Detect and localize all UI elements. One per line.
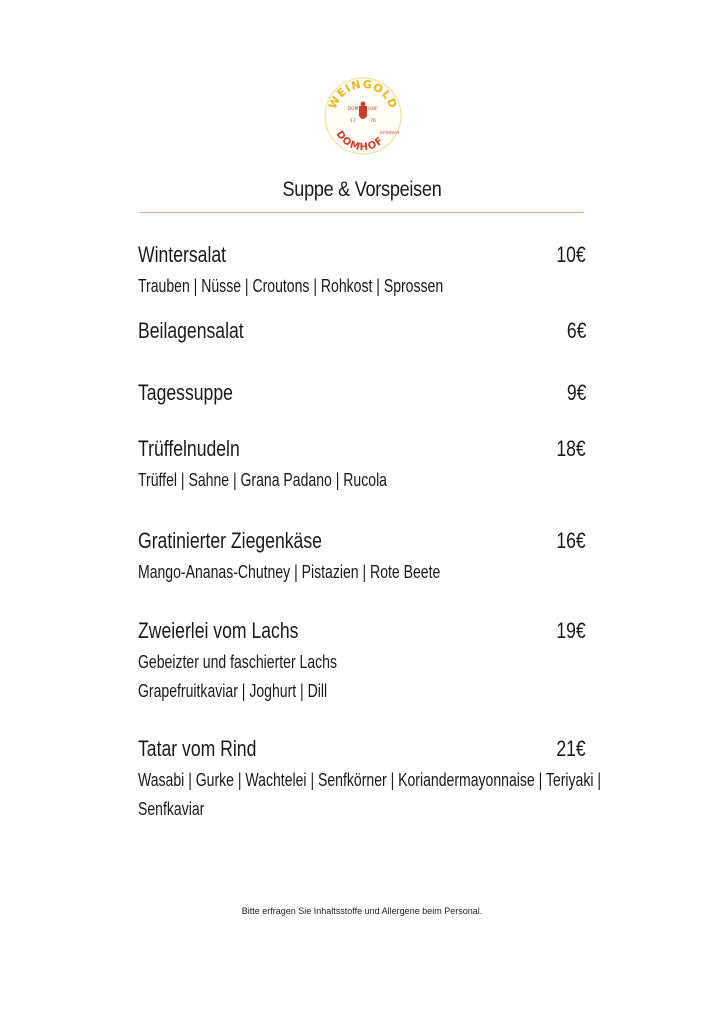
menu-item-description: Trüffel | Sahne | Grana Padano | Rucola bbox=[138, 470, 387, 490]
title-divider bbox=[140, 212, 584, 213]
menu-item-name: Gratinierter Ziegenkäse bbox=[138, 528, 322, 553]
menu-item bbox=[138, 618, 588, 706]
logo-year-right: 76 bbox=[370, 119, 376, 124]
menu-item bbox=[138, 736, 602, 824]
menu-item-name: Beilagensalat bbox=[138, 318, 244, 343]
menu-item-description: Wasabi | Gurke | Wachtelei | Senfkörner | Koriandermayonnaise | Teriyaki | bbox=[138, 770, 602, 790]
menu-item-price: 19€ bbox=[556, 618, 586, 643]
logo-bottom-text: DOMHOF bbox=[333, 129, 387, 154]
menu-item bbox=[138, 318, 588, 344]
section-title: Suppe & Vorspeisen bbox=[282, 178, 442, 201]
menu-item-price: 9€ bbox=[566, 380, 586, 405]
menu-item-description: Mango-Ananas-Chutney | Pistazien | Rote Beete bbox=[138, 562, 441, 582]
menu-item-price: 10€ bbox=[556, 242, 586, 267]
menu-item-price: 18€ bbox=[556, 436, 586, 461]
menu-item bbox=[138, 242, 588, 301]
menu-item-price: 6€ bbox=[566, 318, 586, 343]
menu-item bbox=[138, 528, 588, 587]
menu-item-description: Grapefruitkaviar | Joghurt | Dill bbox=[138, 681, 328, 701]
logo-top-text: WEINGOLD bbox=[325, 77, 400, 111]
logo-script-text: erleben bbox=[380, 130, 400, 136]
logo-right-label: HOF bbox=[368, 107, 378, 112]
menu-item-name: Wintersalat bbox=[138, 242, 227, 267]
menu-item-description: Senfkaviar bbox=[138, 799, 205, 819]
menu-item bbox=[138, 436, 588, 495]
menu-item-description: Trauben | Nüsse | Croutons | Rohkost | Sprossen bbox=[138, 276, 444, 296]
menu-item-price: 21€ bbox=[556, 736, 586, 761]
menu-item-description: Gebeizter und faschierter Lachs bbox=[138, 652, 338, 672]
menu-item-price: 16€ bbox=[556, 528, 586, 553]
logo-left-label: DOM bbox=[347, 107, 359, 112]
logo-year-left: 17 bbox=[350, 119, 356, 124]
allergen-footer-note: Bitte erfragen Sie Inhaltsstoffe und Allergene beim Personal. bbox=[241, 906, 483, 916]
menu-item-name: Trüffelnudeln bbox=[138, 436, 240, 461]
weingold-domhof-logo bbox=[323, 76, 403, 156]
menu-item-name: Tatar vom Rind bbox=[138, 736, 257, 761]
menu-item-name: Zweierlei vom Lachs bbox=[138, 618, 299, 643]
menu-item-name: Tagessuppe bbox=[138, 380, 233, 405]
menu-item bbox=[138, 380, 588, 406]
